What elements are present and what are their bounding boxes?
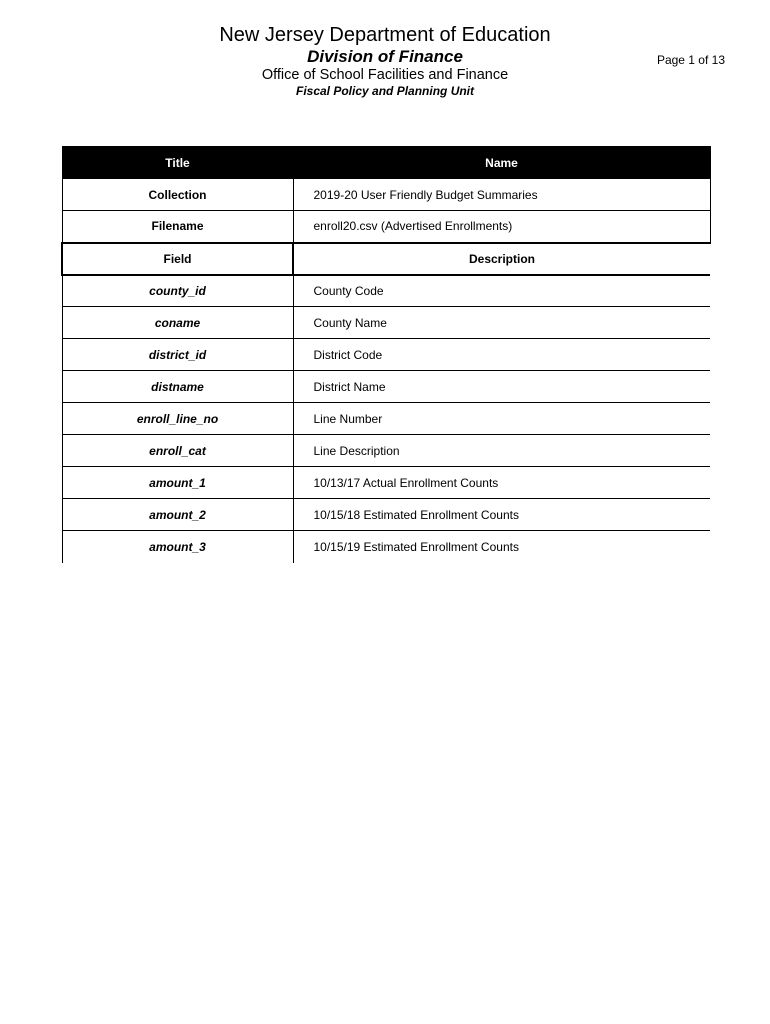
description-column-header: Description — [293, 243, 710, 275]
table-row — [62, 531, 710, 563]
field-name: distname — [62, 371, 293, 403]
page-number: Page 1 of 13 — [656, 53, 725, 67]
table-row — [62, 499, 710, 531]
field-name: enroll_cat — [62, 435, 293, 467]
field-name: enroll_line_no — [62, 403, 293, 435]
table-row — [62, 339, 710, 371]
table-row — [62, 275, 710, 307]
field-name: amount_1 — [62, 467, 293, 499]
title-column-header: Title — [62, 147, 293, 179]
field-name: amount_3 — [62, 531, 293, 563]
table-row — [62, 371, 710, 403]
field-description: Line Description — [293, 435, 710, 467]
filename-value: enroll20.csv (Advertised Enrollments) — [293, 211, 710, 243]
field-description: 10/13/17 Actual Enrollment Counts — [293, 467, 710, 499]
filename-label: Filename — [62, 211, 293, 243]
division-title: Division of Finance — [307, 47, 463, 66]
field-name: coname — [62, 307, 293, 339]
name-column-header: Name — [293, 147, 710, 179]
field-description: 10/15/19 Estimated Enrollment Counts — [313, 539, 519, 554]
table-row — [62, 467, 710, 499]
collection-row — [62, 179, 710, 211]
field-description: County Name — [293, 307, 710, 339]
collection-value: 2019-20 User Friendly Budget Summaries — [293, 179, 710, 211]
field-header-row — [62, 243, 710, 275]
field-column-header: Field — [62, 243, 293, 275]
field-description: District Code — [293, 339, 710, 371]
filename-row — [62, 211, 710, 243]
table-row — [62, 403, 710, 435]
table-header-row — [62, 147, 710, 179]
table-row — [62, 435, 710, 467]
department-title: New Jersey Department of Education — [219, 24, 551, 46]
unit-title: Fiscal Policy and Planning Unit — [295, 84, 475, 98]
field-name: county_id — [62, 275, 293, 307]
data-dictionary-table — [61, 146, 711, 563]
field-name: district_id — [62, 339, 293, 371]
field-description: County Code — [293, 275, 710, 307]
office-title: Office of School Facilities and Finance — [261, 67, 509, 83]
field-name: amount_2 — [62, 499, 293, 531]
field-description: 10/15/18 Estimated Enrollment Counts — [293, 499, 710, 531]
field-description: Line Number — [293, 403, 710, 435]
table-row — [62, 307, 710, 339]
field-description: District Name — [293, 371, 710, 403]
collection-label: Collection — [62, 179, 293, 211]
